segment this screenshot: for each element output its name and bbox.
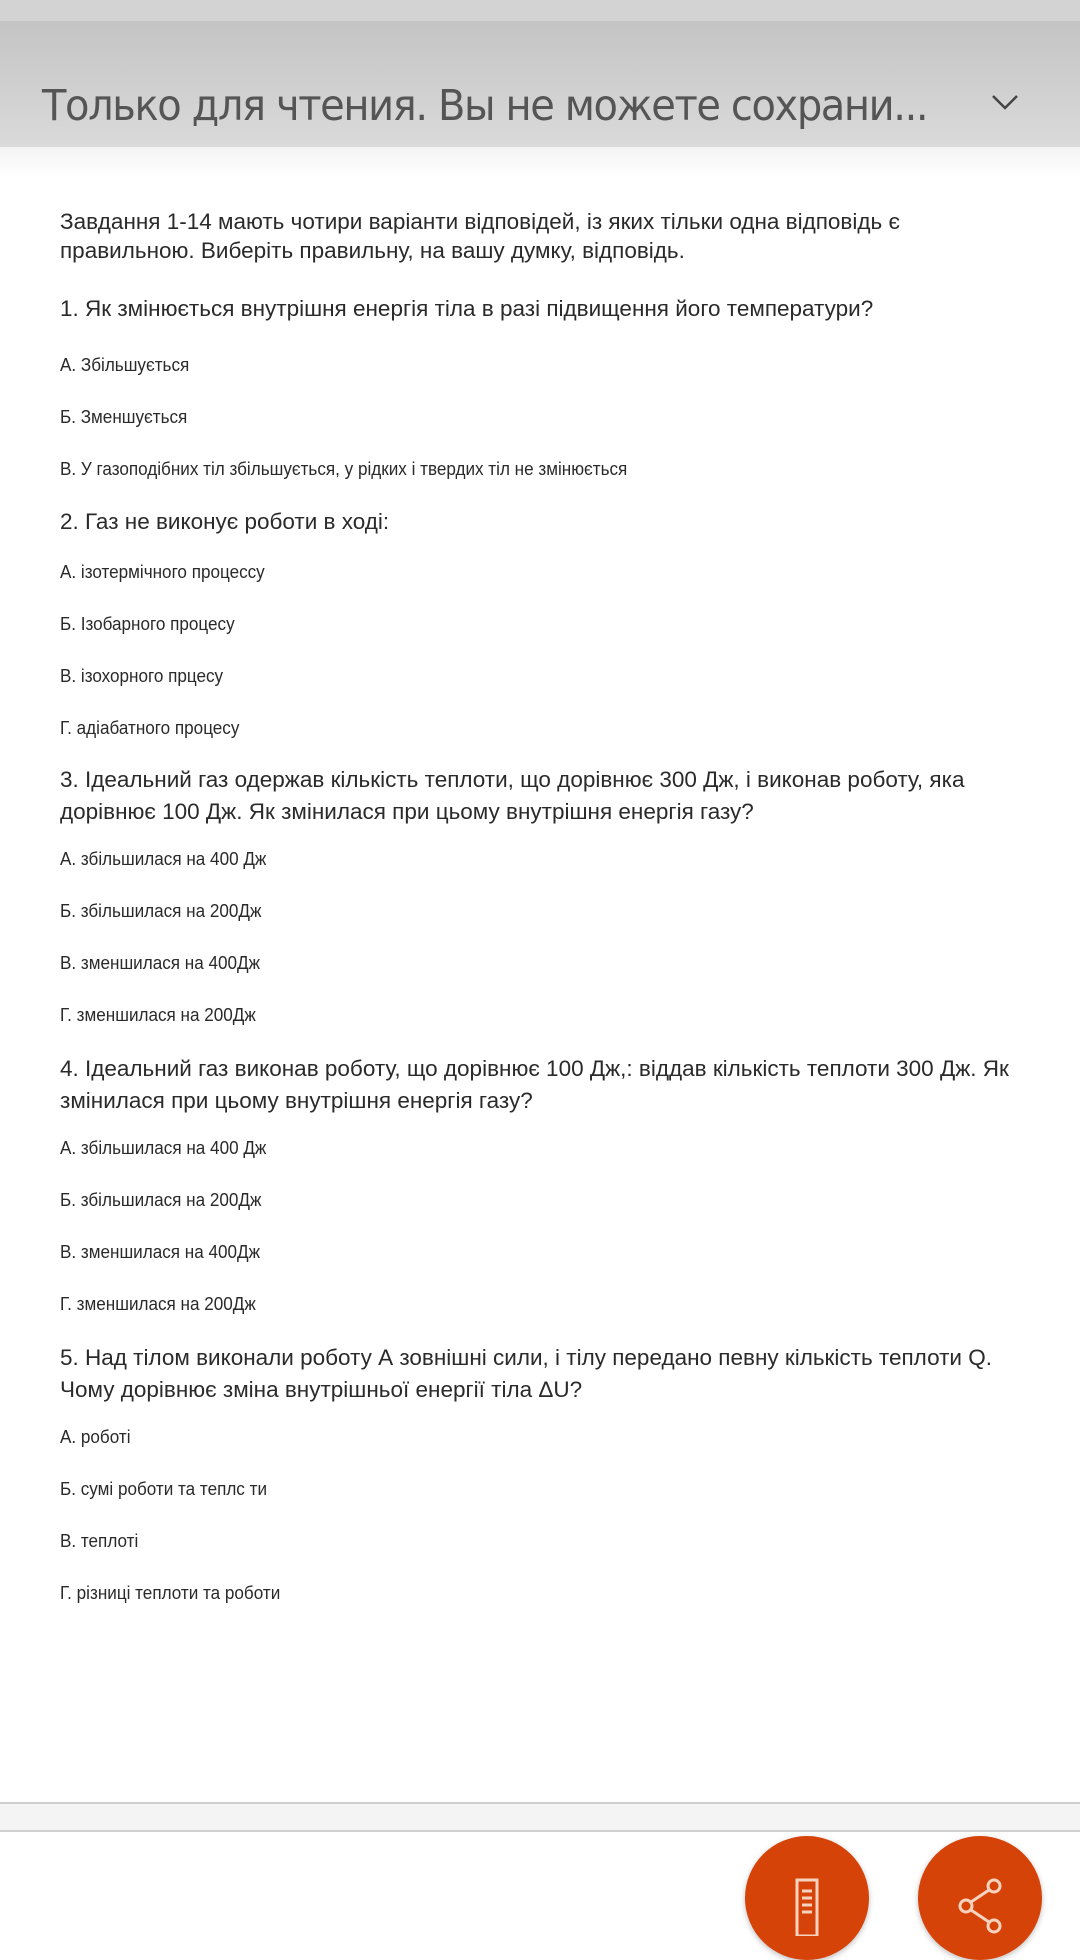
option: Г. зменшилася на 200Дж: [60, 1294, 256, 1314]
document-icon: [777, 1866, 837, 1936]
question-5: Чому дорівнює зміна внутрішньої енергії тіла ΔU?: [60, 1377, 583, 1402]
question-4: змінилася при цьому внутрішня енергія газу?: [60, 1088, 533, 1113]
option: В. зменшилася на 400Дж: [60, 1242, 261, 1262]
readonly-banner[interactable]: [0, 21, 1080, 147]
option: Б. збільшилася на 200Дж: [60, 901, 262, 921]
option: Г. зменшилася на 200Дж: [60, 1005, 256, 1025]
option: В. теплоті: [60, 1531, 139, 1551]
option: А. збільшилася на 400 Дж: [60, 849, 267, 869]
share-icon: [950, 1866, 1010, 1936]
option: Б. сумі роботи та теплс ти: [60, 1479, 267, 1499]
intro-line: Завдання 1-14 мають чотири варіанти відповідей, із яких тільки одна відповідь є: [60, 209, 900, 234]
option: А. ізотермічного процессу: [60, 562, 265, 582]
option: Г. адіабатного процесу: [60, 718, 240, 738]
option: Б. Зменшується: [60, 407, 188, 427]
intro-line: правильною. Виберіть правильну, на вашу думку, відповідь.: [60, 238, 685, 263]
question-3: 3. Ідеальний газ одержав кількість теплоти, що дорівнює 300 Дж, і виконав роботу, яка: [60, 767, 965, 792]
option: Б. збільшилася на 200Дж: [60, 1190, 262, 1210]
option: А. збільшилася на 400 Дж: [60, 1138, 267, 1158]
option: В. ізохорного прцесу: [60, 666, 224, 686]
question-1: 1. Як змінюється внутрішня енергія тіла в разі підвищення його температури?: [60, 296, 874, 321]
question-5: 5. Над тілом виконали роботу А зовнішні сили, і тілу передано певну кількість теплоти Q.: [60, 1345, 992, 1370]
header-shadow: [0, 147, 1080, 177]
question-3: дорівнює 100 Дж. Як змінилася при цьому внутрішня енергія газу?: [60, 799, 754, 824]
page-separator: [0, 1802, 1080, 1832]
option: В. зменшилася на 400Дж: [60, 953, 261, 973]
option: Б. Ізобарного процесу: [60, 614, 235, 634]
document-view-button[interactable]: [745, 1836, 869, 1960]
banner-title: Только для чтения. Вы не можете сохрани...: [42, 81, 928, 131]
option: В. У газоподібних тіл збільшується, у рідких і твердих тіл не змінюється: [60, 459, 628, 479]
option: А. Збільшується: [60, 355, 190, 375]
question-4: 4. Ідеальний газ виконав роботу, що дорівнює 100 Дж,: віддав кількість теплоти 300 Дж. Як: [60, 1056, 1009, 1081]
share-button[interactable]: [918, 1836, 1042, 1960]
option: Г. різниці теплоти та роботи: [60, 1583, 281, 1603]
question-2: 2. Газ не виконує роботи в ході:: [60, 509, 390, 534]
status-strip: [0, 0, 1080, 21]
chevron-down-icon[interactable]: [990, 91, 1020, 113]
option: А. роботі: [60, 1427, 131, 1447]
